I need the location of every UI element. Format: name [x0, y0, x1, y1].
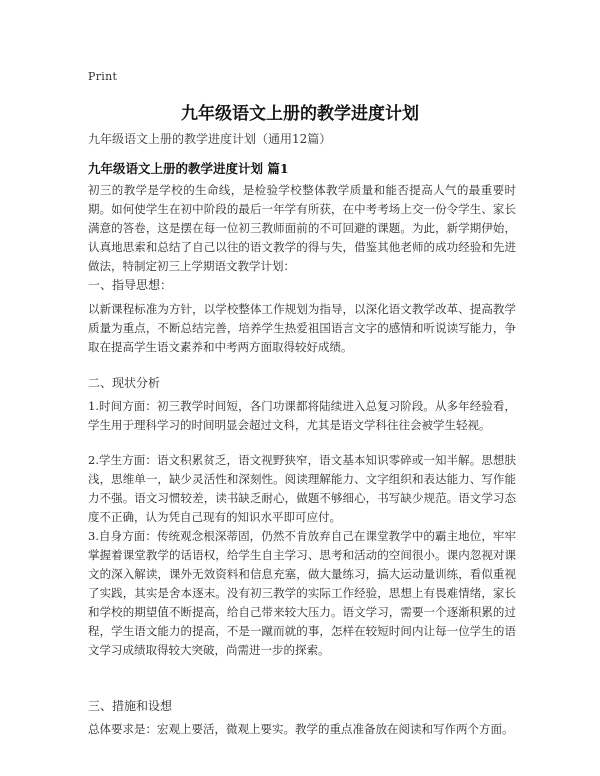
guiding-ideas-paragraph: 以新课程标准为方针，以学校整体工作规划为指导，以深化语文教学改革、提高教学质量为重点，不断总结完善，培养学生热爱祖国语言文字的感情和听说读写能力，争取在提高学生语文素养和中考两方面取得较好成绩。	[88, 302, 516, 354]
document-title: 九年级语文上册的教学进度计划	[181, 104, 419, 124]
intro-paragraph: 初三的教学是学校的生命线，是检验学校整体教学质量和能否提高人气的最重要时期。如何使学生在初中阶段的最后一年学有所获，在中考考场上交一份令学生、家长满意的答卷，这是摆在每一位初三教师面前的不可回避的课题。为此，新学期伊始，认真地思索和总结了自己以往的语文教学的得与失，借鉴其他老师的成功经验和先进做法，特制定初三上学期语文教学计划：	[88, 183, 516, 273]
overall-requirement-paragraph: 总体要求是：宏观上要活，微观上要实。教学的重点准备放在阅读和写作两个方面。	[88, 722, 514, 736]
document-subtitle: 九年级语文上册的教学进度计划（通用12篇）	[88, 132, 332, 146]
section-heading-status-analysis: 二、现状分析	[88, 376, 161, 390]
time-aspect-paragraph: 1.时间方面：初三教学时间短，各门功课都将陆续进入总复习阶段。从多年经验看，学生用于理科学习的时间明显会超过文科，尤其是语文学科往往会被学生轻视。	[88, 399, 516, 432]
section-heading-measures: 三、措施和设想	[88, 699, 173, 713]
article-title: 九年级语文上册的教学进度计划 篇1	[88, 161, 289, 176]
print-label: Print	[88, 70, 118, 83]
section-heading-guiding-ideas: 一、指导思想：	[88, 278, 173, 292]
self-aspect-paragraph: 3.自身方面：传统观念根深蒂固，仍然不肯放弃自己在课堂教学中的霸主地位，牢牢掌握着课堂教学的话语权，给学生自主学习、思考和活动的空间很小。课内忽视对课文的深入解读，课外无效资料和信息充塞，做大量练习，搞大运动量训练，看似重视了实践，其实是舍本逐末。没有初三教学的实际工作经验，思想上有畏难情绪，家长和学校的期望值不断提高，给自己带来较大压力。语文学习，需要一个逐渐积累的过程，学生语文能力的提高，不是一蹴而就的事，怎样在较短时间内让每一位学生的语文学习成绩取得较大突破，尚需进一步的探索。	[88, 529, 516, 657]
student-aspect-paragraph: 2.学生方面：语文积累贫乏，语文视野狭窄，语文基本知识零碎或一知半解。思想肤浅，思维单一，缺少灵活性和深刻性。阅读理解能力、文字组织和表达能力、写作能力不强。语文习惯较差，读书缺乏耐心，做题不够细心，书写缺少规范。语文学习态度不正确，认为凭自己现有的知识水平即可应付。	[88, 453, 516, 524]
